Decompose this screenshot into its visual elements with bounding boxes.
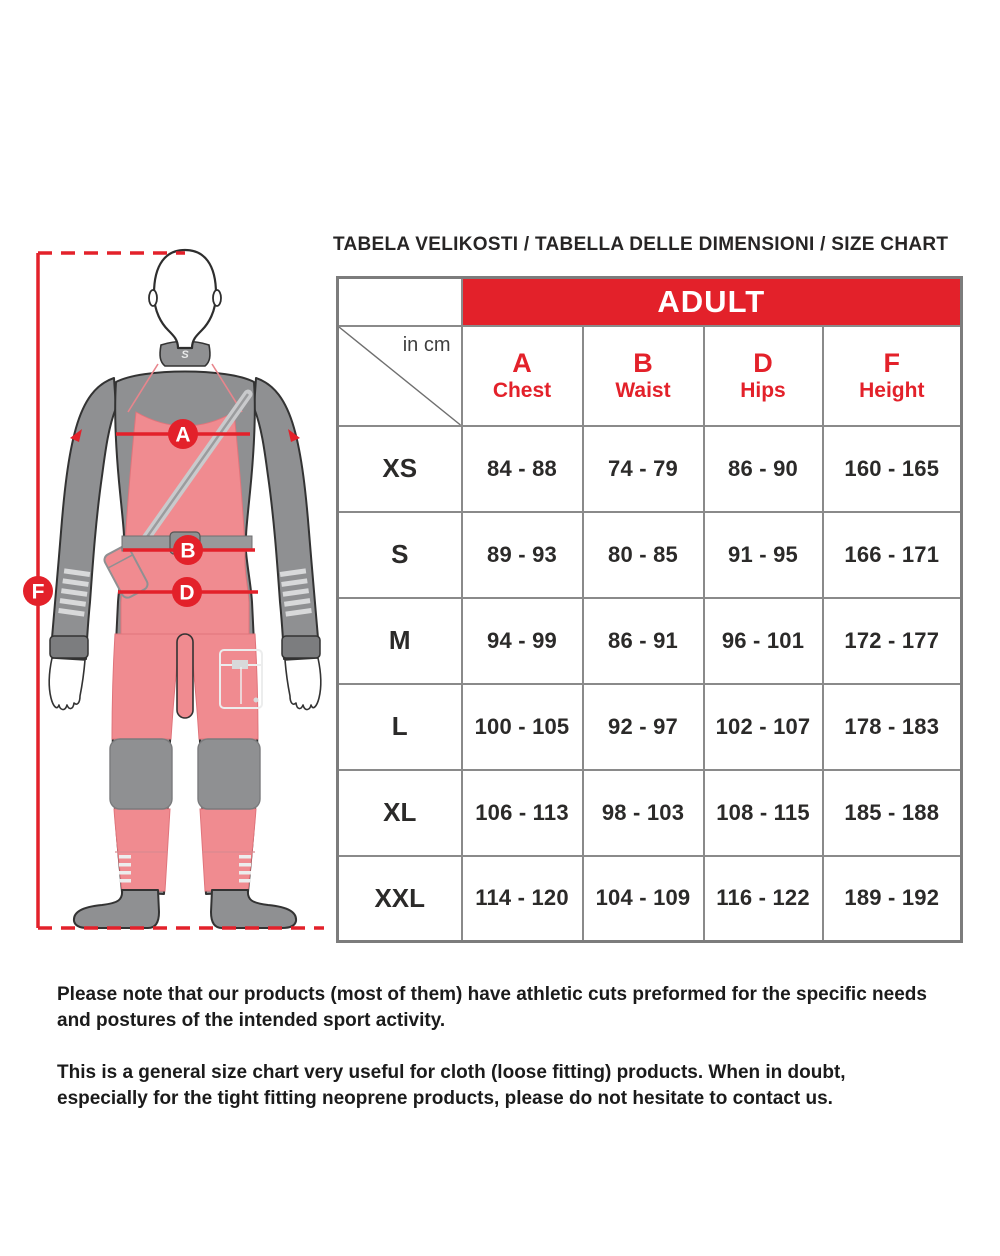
left-foot-sock bbox=[74, 890, 159, 928]
waist-marker bbox=[173, 535, 203, 565]
svg-text:F: F bbox=[31, 580, 45, 604]
adult-group-header: ADULT bbox=[462, 278, 962, 326]
size-value-cell: 166 - 171 bbox=[823, 512, 962, 598]
size-value-cell: 185 - 188 bbox=[823, 770, 962, 856]
size-value-cell: 84 - 88 bbox=[462, 426, 583, 512]
size-value-cell: 96 - 101 bbox=[704, 598, 823, 684]
measure-header-height bbox=[823, 326, 962, 426]
measure-label: Chest bbox=[492, 378, 552, 402]
size-value-cell: 104 - 109 bbox=[583, 856, 704, 942]
measure-letter: A bbox=[512, 347, 532, 378]
group-header-row bbox=[338, 278, 962, 326]
size-value-cell: 106 - 113 bbox=[462, 770, 583, 856]
measure-header-chest bbox=[462, 326, 583, 426]
measure-letter: F bbox=[883, 347, 901, 378]
measure-label: Hips bbox=[740, 378, 786, 402]
left-ear bbox=[149, 290, 157, 306]
measurement-figure bbox=[18, 242, 330, 944]
size-row-xs bbox=[338, 426, 962, 512]
size-chart-table bbox=[336, 276, 963, 943]
size-value-cell: 89 - 93 bbox=[462, 512, 583, 598]
size-label-cell: S bbox=[338, 512, 462, 598]
chest-marker bbox=[168, 419, 198, 449]
size-value-cell: 92 - 97 bbox=[583, 684, 704, 770]
empty-corner-cell bbox=[338, 278, 462, 326]
unit-cell bbox=[338, 326, 462, 426]
pink-left-shin bbox=[114, 809, 170, 891]
size-value-cell: 114 - 120 bbox=[462, 856, 583, 942]
right-arm bbox=[254, 378, 319, 659]
note-paragraph-1: Please note that our products (most of them) have athletic cuts preformed for the specific needs and postures of the intended sport activity. bbox=[57, 984, 927, 1032]
height-marker bbox=[23, 576, 53, 606]
pink-left-thigh bbox=[112, 634, 180, 739]
measure-letter: B bbox=[633, 347, 653, 378]
size-value-cell: 74 - 79 bbox=[583, 426, 704, 512]
size-value-cell: 108 - 115 bbox=[704, 770, 823, 856]
left-arm bbox=[51, 378, 116, 659]
size-value-cell: 189 - 192 bbox=[823, 856, 962, 942]
hips-marker bbox=[172, 577, 202, 607]
size-value-cell: 94 - 99 bbox=[462, 598, 583, 684]
crotch-gusset bbox=[177, 634, 193, 718]
unit-label: in cm bbox=[402, 333, 451, 356]
left-hand bbox=[49, 658, 85, 710]
measure-header-waist bbox=[583, 326, 704, 426]
size-value-cell: 86 - 91 bbox=[583, 598, 704, 684]
measure-header-row bbox=[338, 326, 962, 426]
drysuit-figure-illustration bbox=[18, 242, 330, 944]
size-row-l bbox=[338, 684, 962, 770]
collar-logo: S bbox=[181, 349, 189, 361]
measure-label: Waist bbox=[615, 378, 671, 402]
note-paragraph-2: This is a general size chart very useful for cloth (loose fitting) products. When in doubt, especially for the tight fitting neoprene products, please do not hesitate to contact us. bbox=[57, 1062, 846, 1110]
right-ear bbox=[213, 290, 221, 306]
measure-header-hips bbox=[704, 326, 823, 426]
footnotes bbox=[57, 982, 929, 1138]
size-label-cell: L bbox=[338, 684, 462, 770]
size-chart-table-wrap bbox=[336, 276, 963, 943]
size-value-cell: 172 - 177 bbox=[823, 598, 962, 684]
size-value-cell: 80 - 85 bbox=[583, 512, 704, 598]
size-value-cell: 100 - 105 bbox=[462, 684, 583, 770]
left-wrist-cuff bbox=[50, 636, 88, 658]
size-value-cell: 91 - 95 bbox=[704, 512, 823, 598]
size-value-cell: 160 - 165 bbox=[823, 426, 962, 512]
right-wrist-cuff bbox=[282, 636, 320, 658]
size-value-cell: 102 - 107 bbox=[704, 684, 823, 770]
head bbox=[154, 250, 216, 348]
size-row-s bbox=[338, 512, 962, 598]
pink-right-shin bbox=[200, 809, 256, 891]
svg-text:A: A bbox=[175, 423, 191, 447]
left-knee-pad bbox=[110, 739, 172, 809]
size-row-m bbox=[338, 598, 962, 684]
right-hand bbox=[285, 658, 321, 710]
size-row-xl bbox=[338, 770, 962, 856]
right-knee-pad bbox=[198, 739, 260, 809]
size-label-cell: M bbox=[338, 598, 462, 684]
size-value-cell: 98 - 103 bbox=[583, 770, 704, 856]
size-chart-title: TABELA VELIKOSTI / TABELLA DELLE DIMENSIONI / SIZE CHART bbox=[333, 234, 949, 255]
size-value-cell: 178 - 183 bbox=[823, 684, 962, 770]
size-label-cell: XS bbox=[338, 426, 462, 512]
size-value-cell: 86 - 90 bbox=[704, 426, 823, 512]
svg-text:D: D bbox=[179, 581, 195, 605]
size-value-cell: 116 - 122 bbox=[704, 856, 823, 942]
size-label-cell: XXL bbox=[338, 856, 462, 942]
right-foot-sock bbox=[211, 890, 296, 928]
size-label-cell: XL bbox=[338, 770, 462, 856]
size-table-body bbox=[338, 426, 962, 942]
measure-letter: D bbox=[753, 347, 773, 378]
measure-label: Height bbox=[859, 378, 925, 402]
size-row-xxl bbox=[338, 856, 962, 942]
svg-text:B: B bbox=[180, 539, 196, 563]
